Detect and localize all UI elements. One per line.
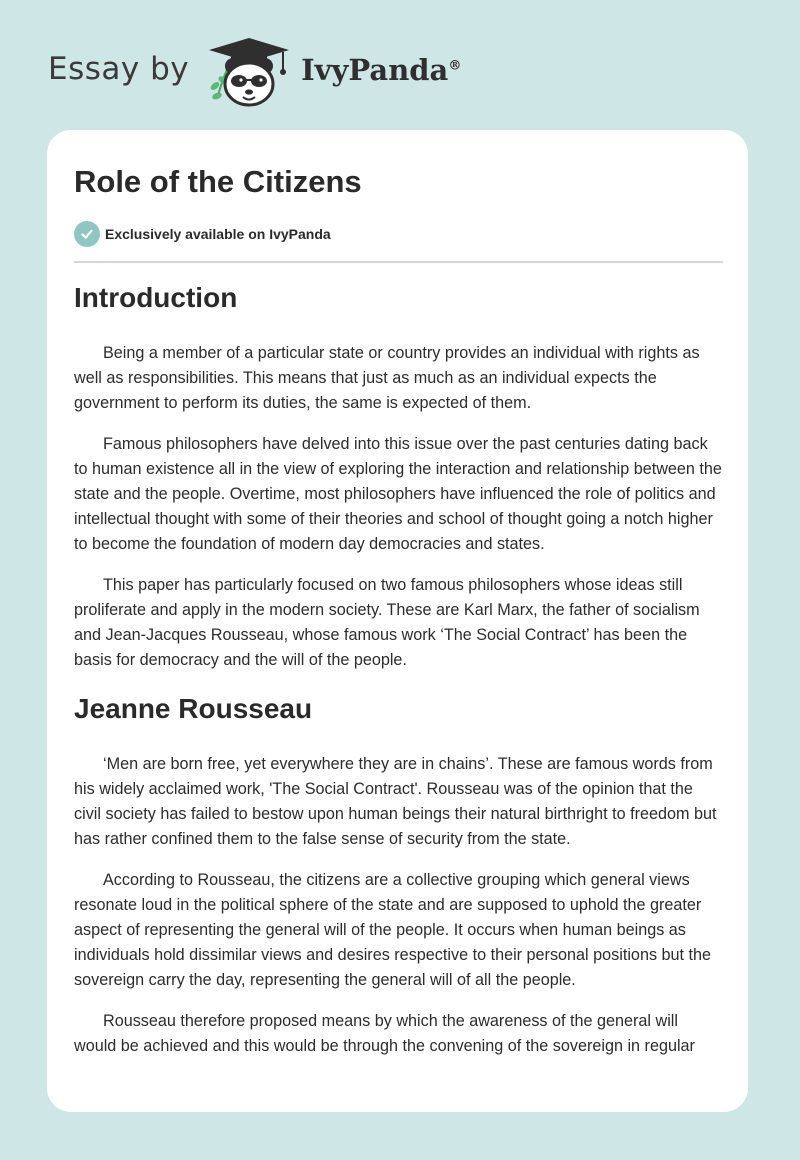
registered-mark: ® [448,58,462,74]
brand-prefix: Essay by [48,51,190,87]
section-introduction [74,280,723,673]
exclusive-label: Exclusively available on IvyPanda [105,226,331,242]
section-jeanne-rousseau [74,691,723,1059]
section-heading: Jeanne Rousseau [74,693,313,724]
essay-body [74,280,723,1075]
brand-name-text: IvyPanda [301,53,449,87]
paragraph: Famous philosophers have delved into this issue over the past centuries dating back to human existence all in the view of exploring the interaction and relationship between the state and the people. Overtime, most philosophers have influenced the role of politics and intellectual thought with some of their theories and school of thought going a notch higher to become the foundation of modern day democracies and states. [74,435,722,553]
paragraph: This paper has particularly focused on two famous philosophers whose ideas still proliferate and apply in the modern society. These are Karl Marx, the father of socialism and Jean-Jacques Rousseau, whose famous work ‘The Social Contract’ has been the basis for democracy and the will of the people. [74,576,700,669]
brand-header [48,36,461,108]
section-heading: Introduction [74,282,238,313]
paragraph: According to Rousseau, the citizens are a collective grouping which general views resonate loud in the political sphere of the state and are supposed to uphold the greater aspect of representing the general will of the people. It occurs when human beings as individuals hold dissimilar views and desires respective to their personal positions but the sovereign carry the day, representing the general will of all the people. [74,871,712,989]
title-divider [74,261,723,263]
exclusive-badge [74,221,331,247]
paragraph: Being a member of a particular state or country provides an individual with rights as well as responsibilities. This means that just as much as an individual expects the government to perform its duties, the same is expected of them. [74,344,700,412]
essay-title: Role of the Citizens [74,164,362,199]
paragraph: Rousseau therefore proposed means by which the awareness of the general will would be achieved and this would be through the convening of the sovereign in regular [74,1012,695,1055]
essay-card [47,130,748,1112]
paragraph: ‘Men are born free, yet everywhere they are in chains’. These are famous words from his widely acclaimed work, 'The Social Contract'. Rousseau was of the opinion that the civil society has failed to bestow upon human beings their natural birthright to freedom but has rather confined them to the false sense of security from the state. [74,755,717,848]
panda-graduate-logo-icon [203,36,295,108]
brand-name [301,53,461,87]
check-circle-icon [74,221,100,247]
